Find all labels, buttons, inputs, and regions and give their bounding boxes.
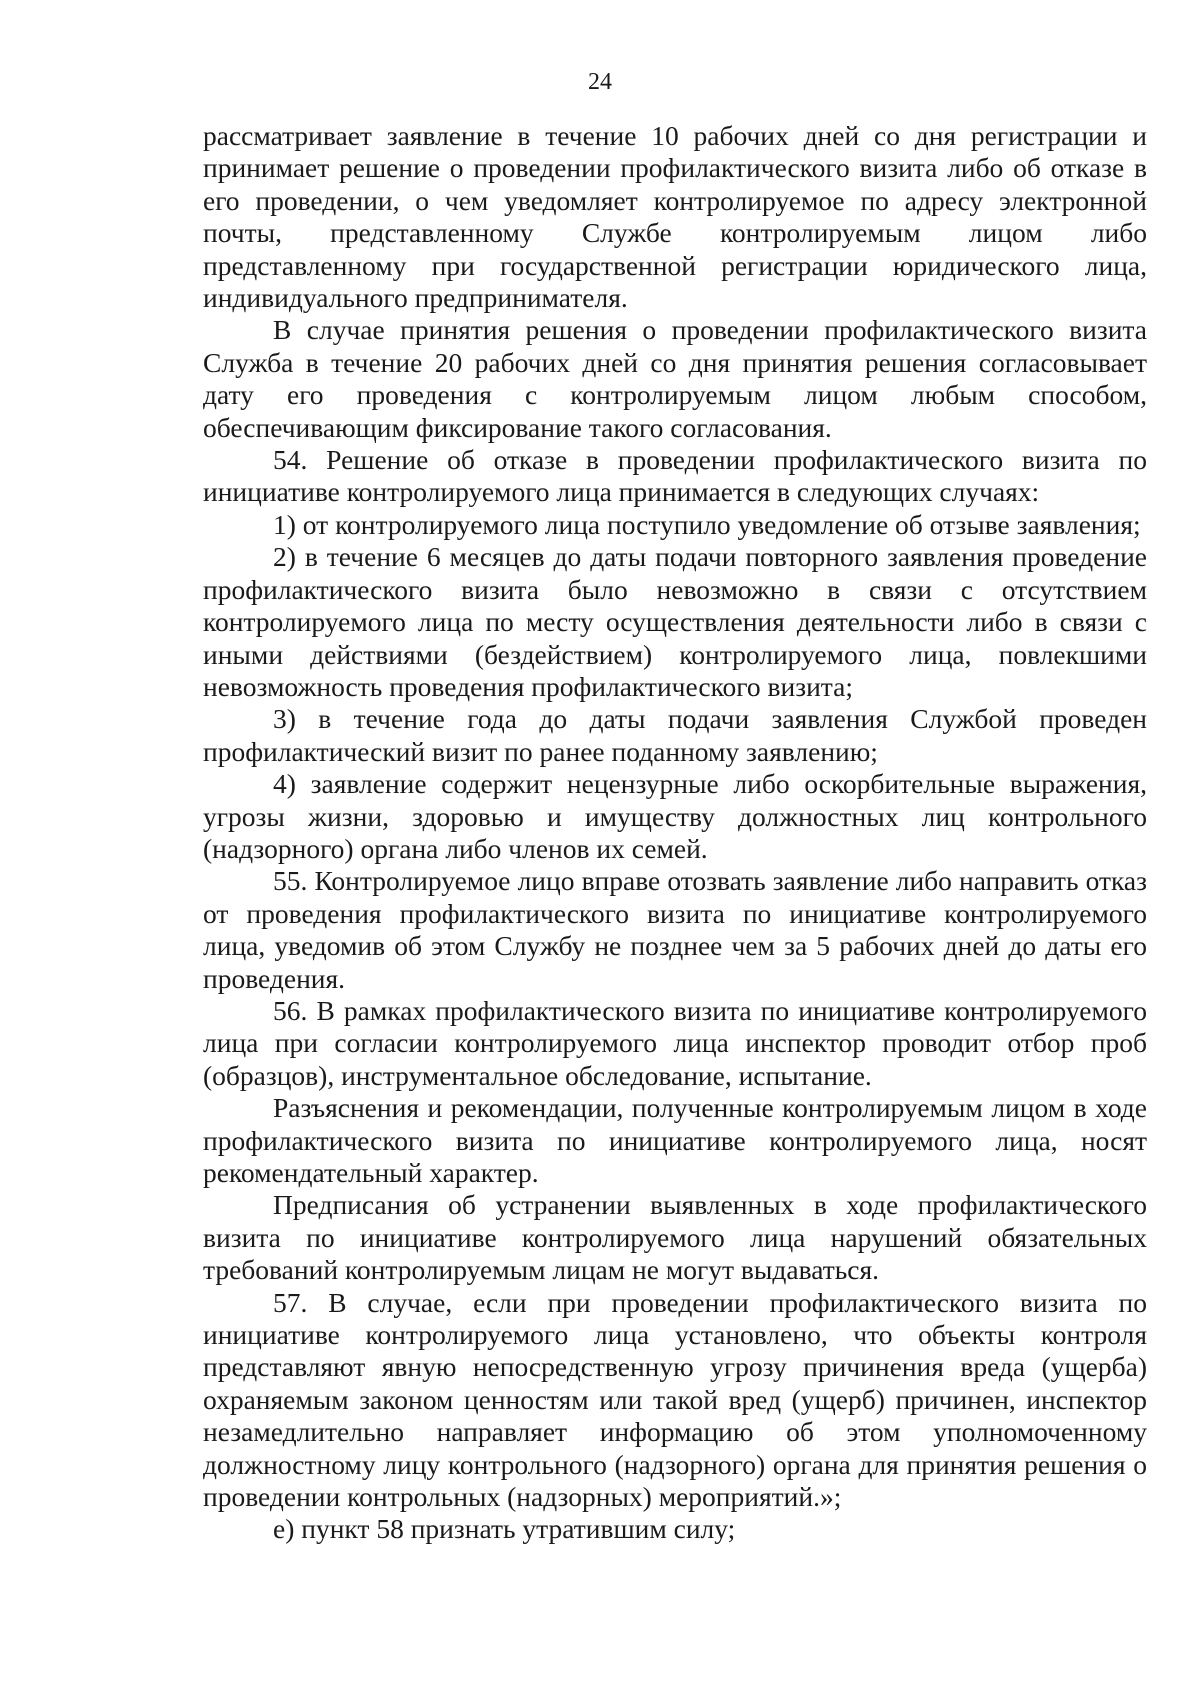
paragraph: 55. Контролируемое лицо вправе отозвать заявление либо направить отказ от проведения профилактического визита по инициативе контролируемого лица, уведомив об этом Службу не позднее чем за 5 рабочих дней до даты его проведения. bbox=[203, 865, 1147, 994]
paragraph: Предписания об устранении выявленных в ходе профилактического визита по инициативе контролируемого лица нарушений обязательных требований контролируемым лицам не могут выдаваться. bbox=[203, 1189, 1147, 1286]
paragraph: Разъяснения и рекомендации, полученные контролируемым лицом в ходе профилактического визита по инициативе контролируемого лица, носят рекомендательный характер. bbox=[203, 1092, 1147, 1188]
paragraph: 4) заявление содержит нецензурные либо оскорбительные выражения, угрозы жизни, здоровью и имуществу должностных лиц контрольного (надзорного) органа либо членов их семей. bbox=[203, 768, 1147, 864]
paragraph: 3) в течение года до даты подачи заявления Службой проведен профилактический визит по ранее поданному заявлению; bbox=[203, 703, 1147, 767]
paragraph: 56. В рамках профилактического визита по инициативе контролируемого лица при согласии контролируемого лица инспектор проводит отбор проб (образцов), инструментальное обследование, испытание. bbox=[203, 994, 1147, 1091]
paragraph: е) пункт 58 признать утратившим силу; bbox=[273, 1513, 736, 1545]
paragraph: рассматривает заявление в течение 10 рабочих дней со дня регистрации и принимает решение о проведении профилактического визита либо об отказе в его проведении, о чем уведомляет контролируемое по адресу электронной почты, представленному Службе контролируемым лицом либо представленному при государственной регистрации юридического лица, индивидуального предпринимателя. bbox=[203, 120, 1147, 314]
paragraph: 1) от контролируемого лица поступило уведомление об отзыве заявления; bbox=[273, 508, 1141, 540]
paragraph: 57. В случае, если при проведении профилактического визита по инициативе контролируемого лица установлено, что объекты контроля представляют явную непосредственную угрозу причинения вреда (ущерба) охраняемым законом ценностям или такой вред (ущерб) причинен, инспектор незамедлительно направляет информацию об этом уполномоченному должностному лицу контрольного (надзорного) органа для принятия решения о проведении контрольных (надзорных) мероприятий.»; bbox=[203, 1286, 1147, 1513]
document-body bbox=[203, 120, 1147, 1546]
paragraph: 54. Решение об отказе в проведении профилактического визита по инициативе контролируемого лица принимается в следующих случаях: bbox=[203, 444, 1147, 508]
paragraph: 2) в течение 6 месяцев до даты подачи повторного заявления проведение профилактического визита было невозможно в связи с отсутствием контролируемого лица по месту осуществления деятельности либо в связи с иными действиями (бездействием) контролируемого лица, повлекшими невозможность проведения профилактического визита; bbox=[203, 541, 1147, 702]
paragraph: В случае принятия решения о проведении профилактического визита Служба в течение 20 рабочих дней со дня принятия решения согласовывает дату его проведения с контролируемым лицом любым способом, обеспечивающим фиксирование такого согласования. bbox=[203, 314, 1147, 443]
page-number: 24 bbox=[588, 69, 612, 95]
